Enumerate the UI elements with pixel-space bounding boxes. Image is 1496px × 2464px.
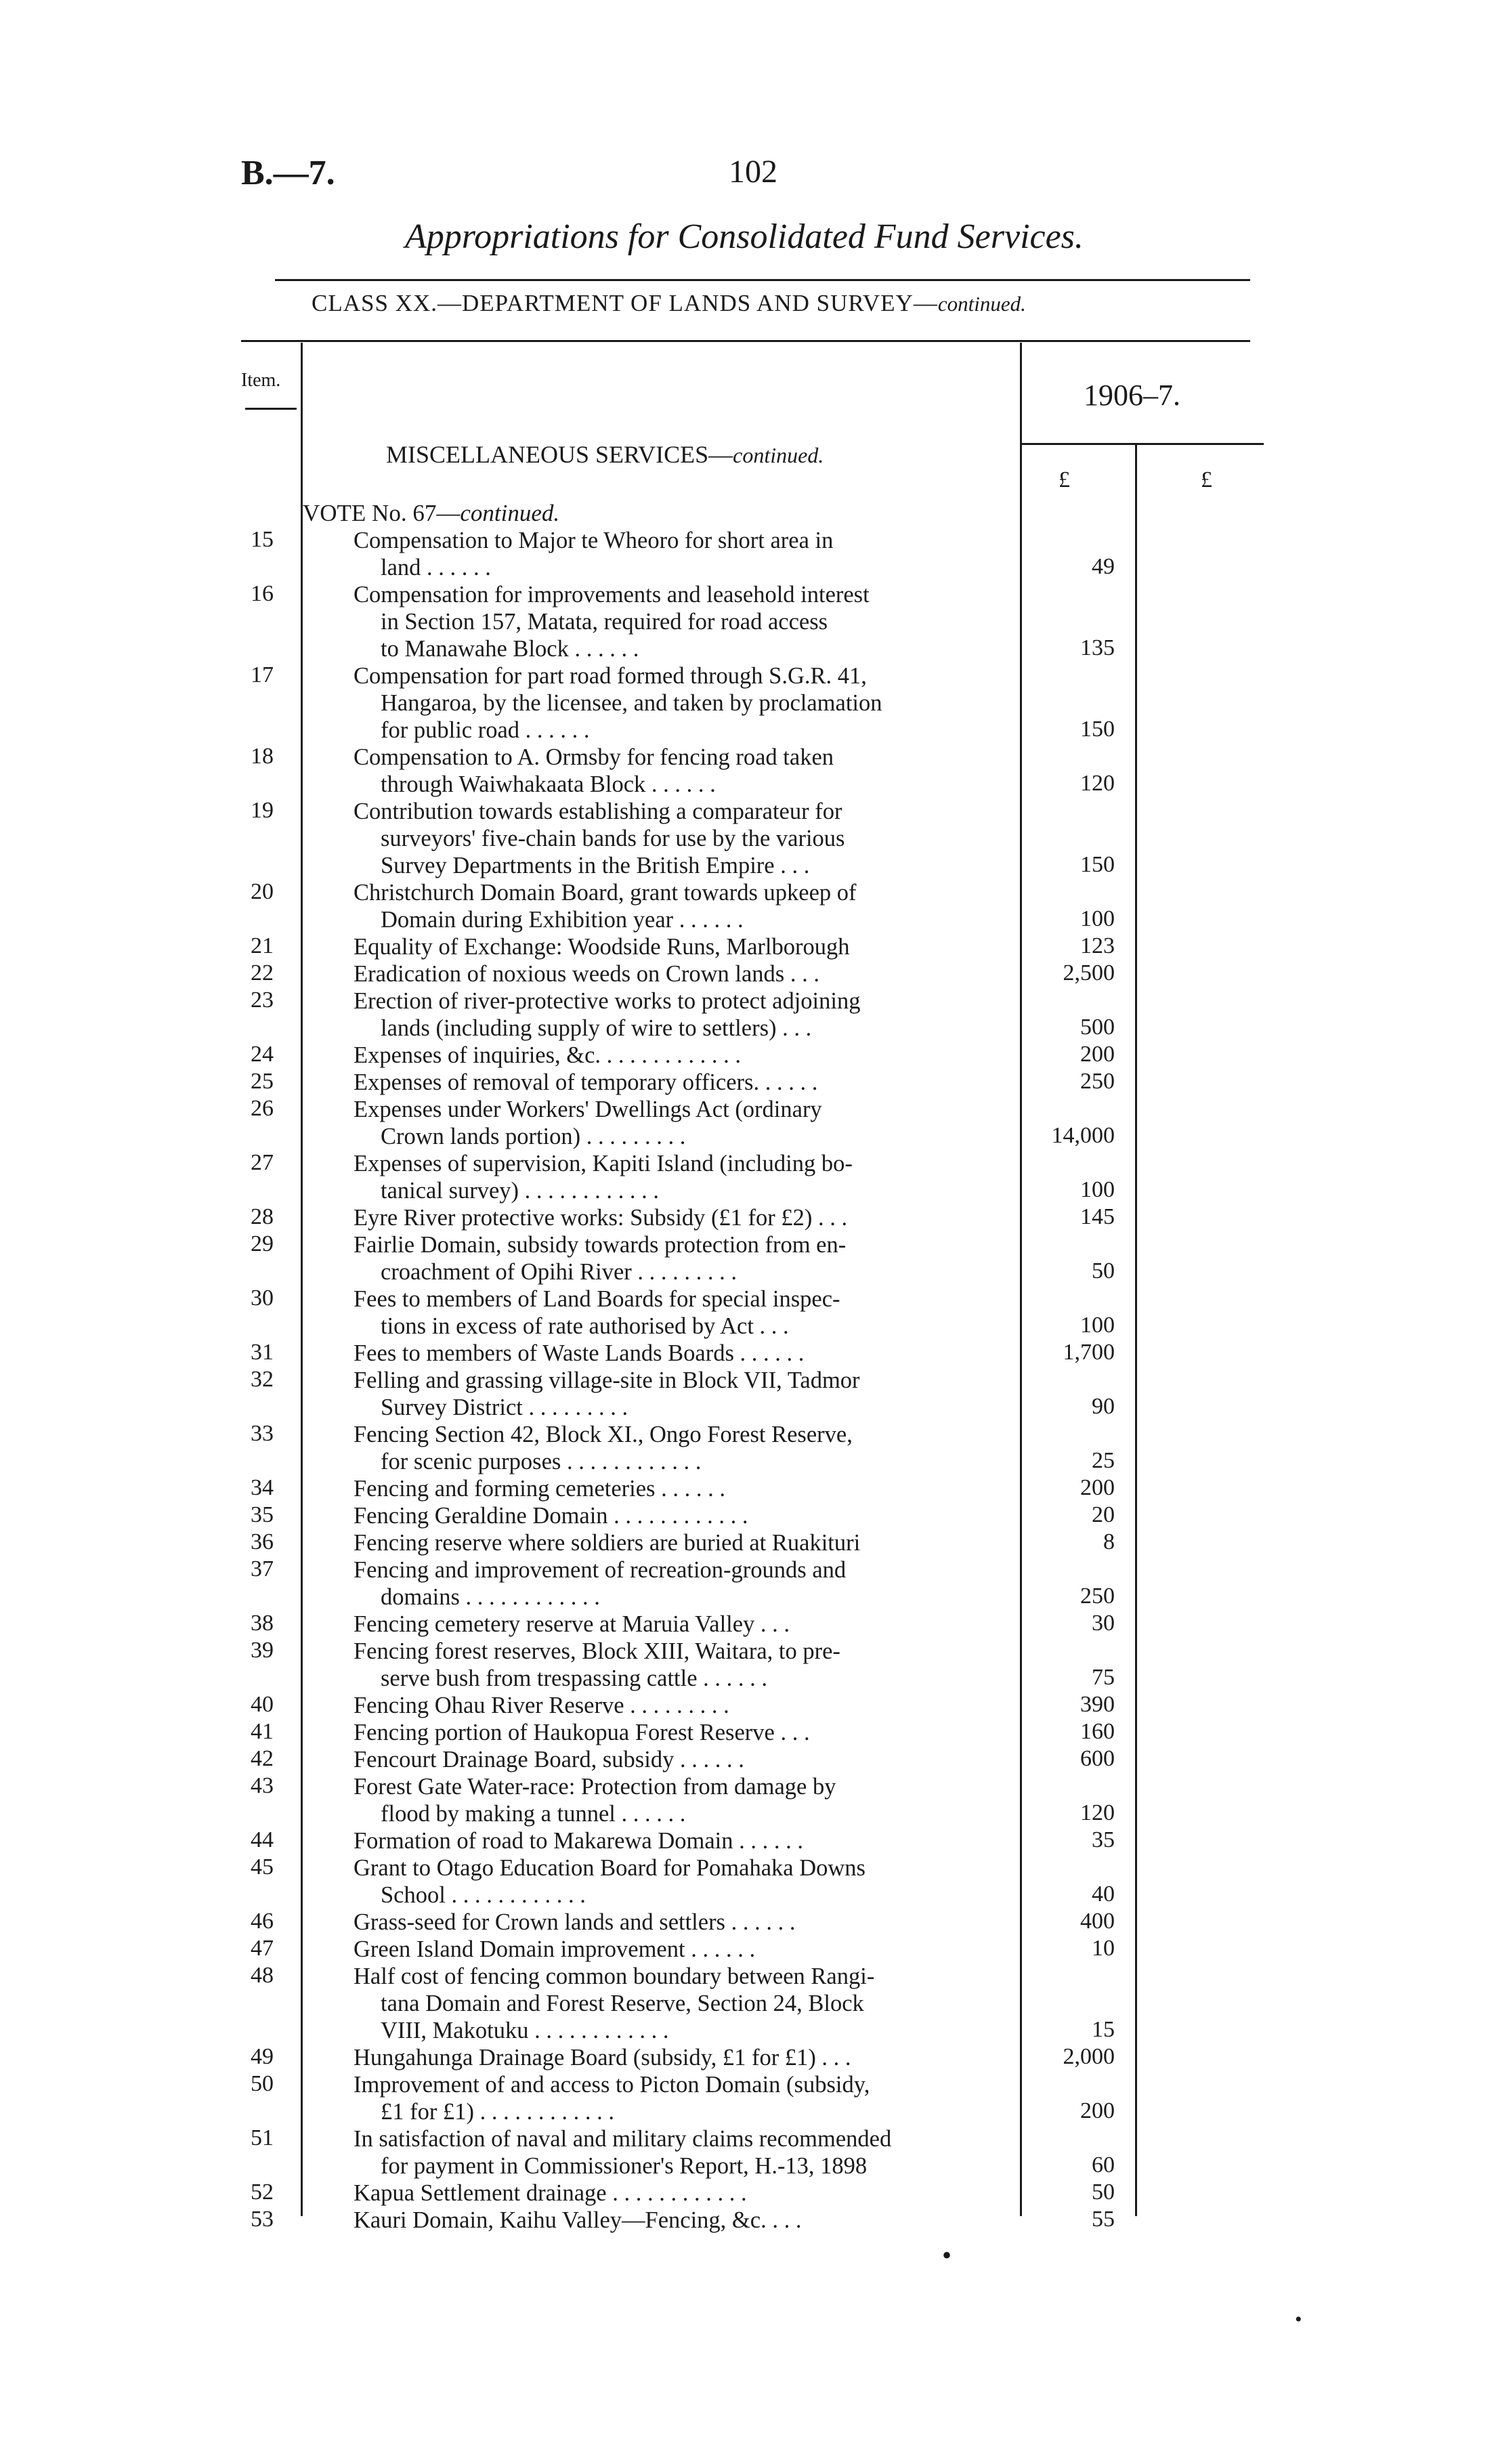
item-description — [354, 2044, 1004, 2071]
description-line: £1 for £1) . . . . . . . . . . . . — [381, 2099, 614, 2125]
item-amount: 500 — [1080, 1015, 1115, 1040]
vote-line-text: VOTE No. 67— — [303, 500, 461, 526]
description-line: surveyors' five-chain bands for use by the various — [381, 826, 845, 851]
item-description — [354, 1827, 1004, 1854]
item-description — [354, 1746, 1004, 1773]
item-number: 31 — [251, 1340, 274, 1365]
item-number: 42 — [251, 1746, 274, 1771]
item-number: 43 — [251, 1773, 274, 1798]
description-line: Fencing reserve where soldiers are buried at Ruakituri — [354, 1530, 861, 1556]
description-line: Crown lands portion) . . . . . . . . . — [381, 1124, 686, 1149]
description-line: Fairlie Domain, subsidy towards protection from en- — [354, 1232, 847, 1258]
amount-column-rule — [1135, 444, 1137, 2216]
description-line: Grant to Otago Education Board for Pomahaka Downs — [354, 1855, 865, 1881]
item-number: 48 — [251, 1963, 274, 1988]
item-description — [354, 2207, 1004, 2234]
item-description — [354, 1367, 1004, 1421]
item-description — [354, 1042, 1004, 1069]
item-description — [354, 1204, 1004, 1231]
item-number: 28 — [251, 1204, 274, 1229]
item-amount: 600 — [1080, 1746, 1115, 1771]
description-line: Eyre River protective works: Subsidy (£1 for £2) . . . — [354, 1205, 848, 1231]
item-number: 29 — [251, 1231, 274, 1256]
item-description — [354, 527, 1004, 581]
item-number: 26 — [251, 1096, 274, 1121]
item-description — [354, 1638, 1004, 1692]
description-line: flood by making a tunnel . . . . . . — [381, 1801, 686, 1827]
description-line: Fencing Geraldine Domain . . . . . . . . . . . . — [354, 1503, 748, 1529]
item-description — [354, 1611, 1004, 1638]
description-line: Expenses under Workers' Dwellings Act (ordinary — [354, 1097, 822, 1122]
item-amount: 40 — [1092, 1882, 1115, 1907]
item-amount: 100 — [1080, 1177, 1115, 1202]
item-number: 30 — [251, 1286, 274, 1311]
ink-speck: • — [942, 2240, 952, 2270]
item-number: 34 — [251, 1475, 274, 1500]
item-number: 15 — [251, 527, 274, 552]
item-amount: 390 — [1080, 1692, 1115, 1717]
item-amount: 15 — [1092, 2017, 1115, 2042]
item-description — [354, 2125, 1004, 2180]
item-column-rule — [301, 343, 303, 2216]
item-number: 23 — [251, 987, 274, 1013]
item-number: 21 — [251, 933, 274, 958]
vote-line-continued: continued. — [460, 500, 560, 526]
description-line: Fencing cemetery reserve at Maruia Valley . . . — [354, 1611, 790, 1637]
item-number: 39 — [251, 1638, 274, 1663]
description-line: Forest Gate Water-race: Protection from damage by — [354, 1774, 836, 1800]
item-description — [354, 744, 1004, 798]
item-amount: 100 — [1080, 906, 1115, 931]
class-heading — [312, 290, 1026, 317]
item-amount: 135 — [1080, 635, 1115, 660]
item-amount: 100 — [1080, 1313, 1115, 1338]
description-line: Green Island Domain improvement . . . . . . — [354, 1936, 756, 1962]
description-line: tanical survey) . . . . . . . . . . . . — [381, 1178, 660, 1204]
item-amount: 200 — [1080, 1042, 1115, 1067]
item-number: 46 — [251, 1909, 274, 1934]
item-amount: 150 — [1080, 717, 1115, 742]
item-amount: 50 — [1092, 1258, 1115, 1283]
item-amount: 49 — [1092, 554, 1115, 579]
description-line: Survey District . . . . . . . . . — [381, 1395, 628, 1420]
item-amount: 10 — [1092, 1936, 1115, 1961]
item-number: 16 — [251, 581, 274, 606]
item-description — [354, 879, 1004, 933]
description-line: Kauri Domain, Kaihu Valley—Fencing, &c. . . . — [354, 2207, 802, 2233]
item-number: 38 — [251, 1611, 274, 1636]
class-heading-continued: continued. — [937, 292, 1026, 316]
item-description — [354, 933, 1004, 960]
item-description — [354, 2180, 1004, 2207]
item-description — [354, 1286, 1004, 1340]
description-line: Compensation to Major te Wheoro for short area in — [354, 528, 834, 553]
title-rule — [275, 279, 1250, 281]
item-number: 50 — [251, 2071, 274, 2096]
item-description — [354, 1340, 1004, 1367]
item-amount: 200 — [1080, 2098, 1115, 2123]
item-number: 40 — [251, 1692, 274, 1717]
item-amount: 250 — [1080, 1584, 1115, 1609]
description-line: to Manawahe Block . . . . . . — [381, 636, 639, 662]
item-number: 35 — [251, 1502, 274, 1527]
item-number: 53 — [251, 2207, 274, 2232]
description-line: tions in excess of rate authorised by Act . . . — [381, 1313, 789, 1339]
currency-symbol-left: £ — [1059, 467, 1070, 492]
description-line: Survey Departments in the British Empire . . . — [381, 853, 810, 878]
description-line: Grass-seed for Crown lands and settlers . . . . . . — [354, 1909, 796, 1935]
description-line: Expenses of inquiries, &c. . . . . . . . . . . . . — [354, 1042, 742, 1068]
description-line: VIII, Makotuku . . . . . . . . . . . . — [381, 2018, 669, 2043]
item-description — [354, 2071, 1004, 2125]
description-line: serve bush from trespassing cattle . . . . . . — [381, 1665, 768, 1691]
description-line: in Section 157, Matata, required for road access — [381, 609, 828, 635]
item-description — [354, 1854, 1004, 1909]
item-amount: 75 — [1092, 1665, 1115, 1690]
item-number: 44 — [251, 1827, 274, 1852]
description-line: Equality of Exchange: Woodside Runs, Marlborough — [354, 934, 850, 960]
item-amount: 8 — [1103, 1529, 1115, 1554]
item-number: 24 — [251, 1042, 274, 1067]
description-line: Christchurch Domain Board, grant towards upkeep of — [354, 880, 857, 906]
description-line: domains . . . . . . . . . . . . — [381, 1584, 600, 1610]
item-amount: 120 — [1080, 1800, 1115, 1825]
description-line: Compensation to A. Ormsby for fencing road taken — [354, 744, 834, 770]
description-line: Fees to members of Waste Lands Boards . . . . . . — [354, 1340, 805, 1366]
item-amount: 1,700 — [1063, 1340, 1115, 1365]
description-line: Fencing and improvement of recreation-grounds and — [354, 1557, 847, 1583]
item-number: 51 — [251, 2125, 274, 2150]
description-line: through Waiwhakaata Block . . . . . . — [381, 771, 716, 797]
page-code: B.—7. — [241, 154, 335, 192]
description-line: Fencing forest reserves, Block XIII, Waitara, to pre- — [354, 1638, 840, 1664]
item-description — [354, 1936, 1004, 1963]
item-amount: 250 — [1080, 1069, 1115, 1094]
description-line: School . . . . . . . . . . . . — [381, 1882, 586, 1908]
ink-speck: • — [1295, 2308, 1302, 2331]
item-description — [354, 1773, 1004, 1827]
description-line: land . . . . . . — [381, 555, 491, 580]
item-number: 19 — [251, 798, 274, 823]
item-amount: 50 — [1092, 2180, 1115, 2205]
item-amount: 55 — [1092, 2207, 1115, 2232]
item-amount: 200 — [1080, 1475, 1115, 1500]
item-description — [354, 1069, 1004, 1096]
item-description — [354, 1692, 1004, 1719]
description-line: Expenses of removal of temporary officers. . . . . . — [354, 1069, 818, 1095]
item-number: 25 — [251, 1069, 274, 1094]
description-line: Fencing portion of Haukopua Forest Reserve . . . — [354, 1720, 810, 1745]
description-line: lands (including supply of wire to settlers) . . . — [381, 1015, 812, 1041]
item-number: 41 — [251, 1719, 274, 1744]
item-number: 32 — [251, 1367, 274, 1392]
description-line: Half cost of fencing common boundary between Rangi- — [354, 1963, 875, 1989]
item-description — [354, 1556, 1004, 1611]
item-description — [354, 1150, 1004, 1204]
item-number: 33 — [251, 1421, 274, 1446]
item-number: 20 — [251, 879, 274, 904]
description-line: Fees to members of Land Boards for special inspec- — [354, 1286, 840, 1312]
item-amount: 14,000 — [1051, 1123, 1115, 1148]
item-amount: 35 — [1092, 1827, 1115, 1852]
item-amount: 2,000 — [1063, 2044, 1115, 2069]
description-line: In satisfaction of naval and military claims recommended — [354, 2126, 892, 2152]
page-number: 102 — [729, 154, 777, 190]
item-description — [354, 987, 1004, 1042]
item-description — [354, 1502, 1004, 1529]
description-line: Fencing Section 42, Block XI., Ongo Forest Reserve, — [354, 1422, 853, 1447]
item-column-header: Item. — [241, 370, 281, 391]
item-description — [354, 1096, 1004, 1150]
description-line: Hungahunga Drainage Board (subsidy, £1 for £1) . . . — [354, 2045, 851, 2070]
item-amount: 90 — [1092, 1394, 1115, 1419]
item-header-underline — [245, 408, 297, 410]
item-amount: 123 — [1080, 933, 1115, 958]
item-amount: 60 — [1092, 2152, 1115, 2178]
item-description — [354, 662, 1004, 744]
year-header-rule — [1020, 443, 1264, 445]
item-amount: 25 — [1092, 1448, 1115, 1473]
currency-symbol-right: £ — [1201, 467, 1212, 492]
description-line: Erection of river-protective works to protect adjoining — [354, 988, 861, 1014]
item-amount: 150 — [1080, 852, 1115, 877]
description-line: Fencing Ohau River Reserve . . . . . . . . . — [354, 1693, 729, 1718]
description-line: for payment in Commissioner's Report, H.-13, 1898 — [381, 2153, 868, 2179]
item-description — [354, 1719, 1004, 1746]
description-line: croachment of Opihi River . . . . . . . . . — [381, 1259, 738, 1285]
item-amount: 2,500 — [1063, 960, 1115, 985]
item-amount: 20 — [1092, 1502, 1115, 1527]
description-line: for public road . . . . . . — [381, 717, 590, 743]
description-line: Kapua Settlement drainage . . . . . . . . . . . . — [354, 2180, 747, 2206]
item-amount: 30 — [1092, 1611, 1115, 1636]
description-line: tana Domain and Forest Reserve, Section 24, Block — [381, 1991, 864, 2016]
item-number: 27 — [251, 1150, 274, 1175]
item-description — [354, 1231, 1004, 1286]
year-column-header: 1906–7. — [1084, 379, 1180, 412]
description-line: Eradication of noxious weeds on Crown lands . . . — [354, 961, 819, 987]
item-description — [354, 798, 1004, 879]
description-line: Felling and grassing village-site in Block VII, Tadmor — [354, 1367, 860, 1393]
item-description — [354, 1421, 1004, 1475]
item-number: 37 — [251, 1556, 274, 1581]
item-number: 22 — [251, 960, 274, 985]
description-line: Fencourt Drainage Board, subsidy . . . . . . — [354, 1747, 744, 1772]
item-number: 49 — [251, 2044, 274, 2069]
item-amount: 160 — [1080, 1719, 1115, 1744]
item-number: 45 — [251, 1854, 274, 1879]
vote-line — [303, 500, 559, 527]
item-description — [354, 1963, 1004, 2044]
section-heading — [386, 440, 824, 469]
item-description — [354, 581, 1004, 662]
description-line: Hangaroa, by the licensee, and taken by proclamation — [381, 690, 882, 716]
page-title: Appropriations for Consolidated Fund Services. — [405, 217, 1084, 256]
description-line: for scenic purposes . . . . . . . . . . . . — [381, 1449, 702, 1474]
item-number: 47 — [251, 1936, 274, 1961]
description-column-rule — [1020, 343, 1022, 2216]
description-line: Improvement of and access to Picton Domain (subsidy, — [354, 2072, 870, 2098]
item-amount: 145 — [1080, 1204, 1115, 1229]
item-description — [354, 1909, 1004, 1936]
item-amount: 400 — [1080, 1909, 1115, 1934]
description-line: Compensation for part road formed through S.G.R. 41, — [354, 663, 867, 689]
item-number: 17 — [251, 662, 274, 687]
section-heading-continued: continued. — [733, 443, 824, 467]
description-line: Domain during Exhibition year . . . . . . — [381, 907, 744, 933]
item-number: 18 — [251, 744, 274, 769]
item-number: 52 — [251, 2180, 274, 2205]
table-top-rule — [241, 340, 1250, 342]
item-description — [354, 960, 1004, 987]
item-amount: 120 — [1080, 771, 1115, 796]
section-heading-text: MISCELLANEOUS SERVICES— — [386, 441, 733, 468]
description-line: Fencing and forming cemeteries . . . . . . — [354, 1476, 725, 1502]
description-line: Expenses of supervision, Kapiti Island (including bo- — [354, 1151, 853, 1176]
item-number: 36 — [251, 1529, 274, 1554]
description-line: Contribution towards establishing a comparateur for — [354, 799, 842, 824]
item-description — [354, 1475, 1004, 1502]
item-description — [354, 1529, 1004, 1556]
description-line: Compensation for improvements and leasehold interest — [354, 582, 870, 608]
description-line: Formation of road to Makarewa Domain . . . . . . — [354, 1828, 803, 1854]
class-heading-text: CLASS XX.—DEPARTMENT OF LANDS AND SURVEY— — [312, 290, 938, 316]
